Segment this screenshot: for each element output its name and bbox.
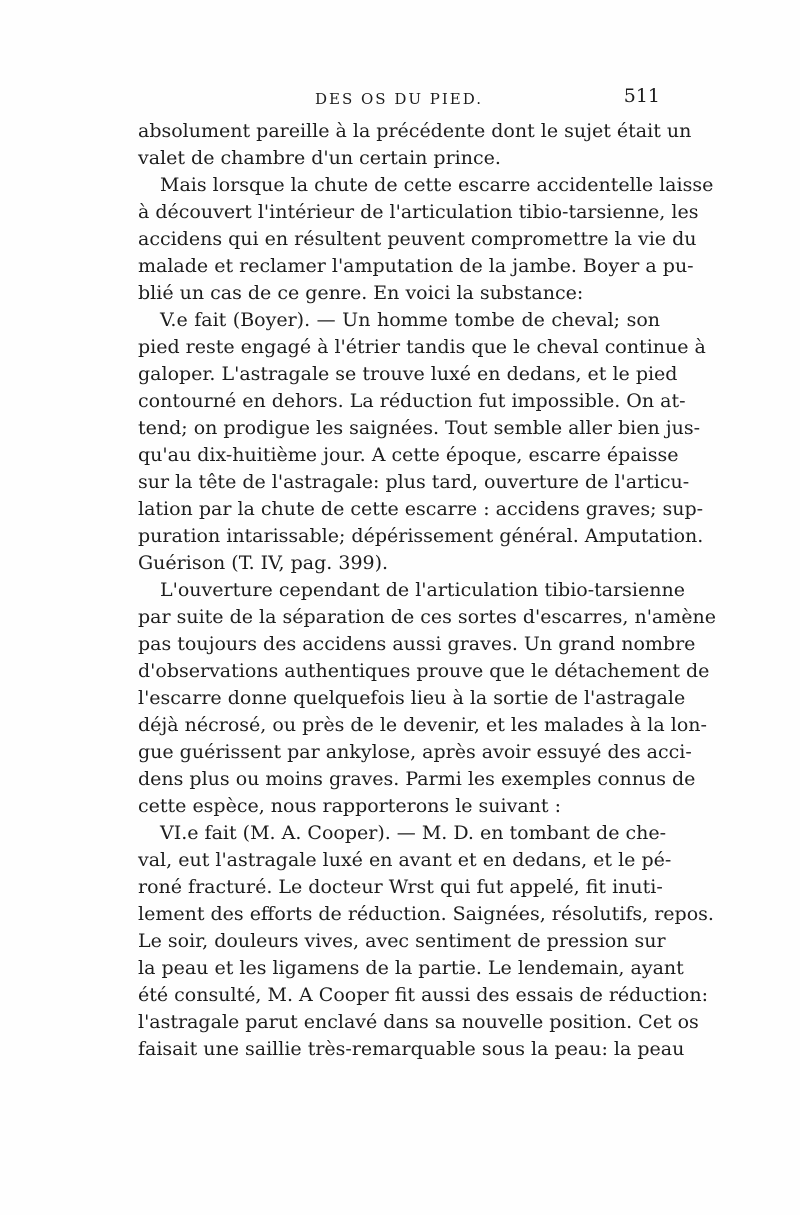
text-line: blié un cas de ce genre. En voici la substance: xyxy=(138,282,584,304)
text-line: lation par la chute de cette escarre : accidens graves; sup- xyxy=(138,498,704,520)
text-line: gue guérissent par ankylose, après avoir essuyé des acci- xyxy=(138,741,692,763)
text-line: val, eut l'astragale luxé en avant et en dedans, et le pé- xyxy=(138,849,672,871)
text-line: malade et reclamer l'amputation de la jambe. Boyer a pu- xyxy=(138,255,694,277)
text-line: tend; on prodigue les saignées. Tout semble aller bien jus- xyxy=(138,417,701,439)
text-line: Guérison (T. IV, pag. 399). xyxy=(138,552,389,574)
text-line: été consulté, M. A Cooper fit aussi des essais de réduction: xyxy=(138,984,709,1006)
text-line: VI.e fait (M. A. Cooper). — M. D. en tombant de che- xyxy=(160,822,667,844)
text-line: dens plus ou moins graves. Parmi les exemples connus de xyxy=(138,768,696,790)
text-line: contourné en dehors. La réduction fut impossible. On at- xyxy=(138,390,686,412)
text-line: pied reste engagé à l'étrier tandis que le cheval continue à xyxy=(138,336,706,358)
text-line: qu'au dix-huitième jour. A cette époque, escarre épaisse xyxy=(138,444,679,466)
text-line: Le soir, douleurs vives, avec sentiment de pression sur xyxy=(138,930,666,952)
text-line: L'ouverture cependant de l'articulation tibio-tarsienne xyxy=(160,579,685,601)
text-line: déjà nécrosé, ou près de le devenir, et les malades à la lon- xyxy=(138,714,707,736)
text-line: V.e fait (Boyer). — Un homme tombe de cheval; son xyxy=(160,309,660,331)
page-number: 511 xyxy=(623,85,660,107)
text-line: cette espèce, nous rapporterons le suivant : xyxy=(138,795,561,817)
text-line: l'astragale parut enclavé dans sa nouvelle position. Cet os xyxy=(138,1011,699,1033)
page-header xyxy=(138,82,660,112)
text-line: l'escarre donne quelquefois lieu à la sortie de l'astragale xyxy=(138,687,686,709)
text-line: d'observations authentiques prouve que le détachement de xyxy=(138,660,710,682)
text-line: accidens qui en résultent peuvent compromettre la vie du xyxy=(138,228,697,250)
body-text xyxy=(138,118,716,1063)
text-line: sur la tête de l'astragale: plus tard, ouverture de l'articu- xyxy=(138,471,690,493)
text-line: puration intarissable; dépérissement général. Amputation. xyxy=(138,525,704,547)
text-line: galoper. L'astragale se trouve luxé en dedans, et le pied xyxy=(138,363,678,385)
text-line: roné fracturé. Le docteur Wrst qui fut appelé, fit inuti- xyxy=(138,876,663,898)
text-line: absolument pareille à la précédente dont le sujet était un xyxy=(138,120,692,142)
text-line: la peau et les ligamens de la partie. Le lendemain, ayant xyxy=(138,957,684,979)
text-line: à découvert l'intérieur de l'articulation tibio-tarsienne, les xyxy=(138,201,699,223)
text-line: Mais lorsque la chute de cette escarre accidentelle laisse xyxy=(160,174,714,196)
text-line: lement des efforts de réduction. Saignées, résolutifs, repos. xyxy=(138,903,714,925)
text-line: valet de chambre d'un certain prince. xyxy=(138,147,501,169)
text-line: par suite de la séparation de ces sortes d'escarres, n'amène xyxy=(138,606,716,628)
text-line: pas toujours des accidens aussi graves. Un grand nombre xyxy=(138,633,696,655)
running-head: DES OS DU PIED. xyxy=(314,90,484,108)
text-line: faisait une saillie très-remarquable sous la peau: la peau xyxy=(138,1038,685,1060)
